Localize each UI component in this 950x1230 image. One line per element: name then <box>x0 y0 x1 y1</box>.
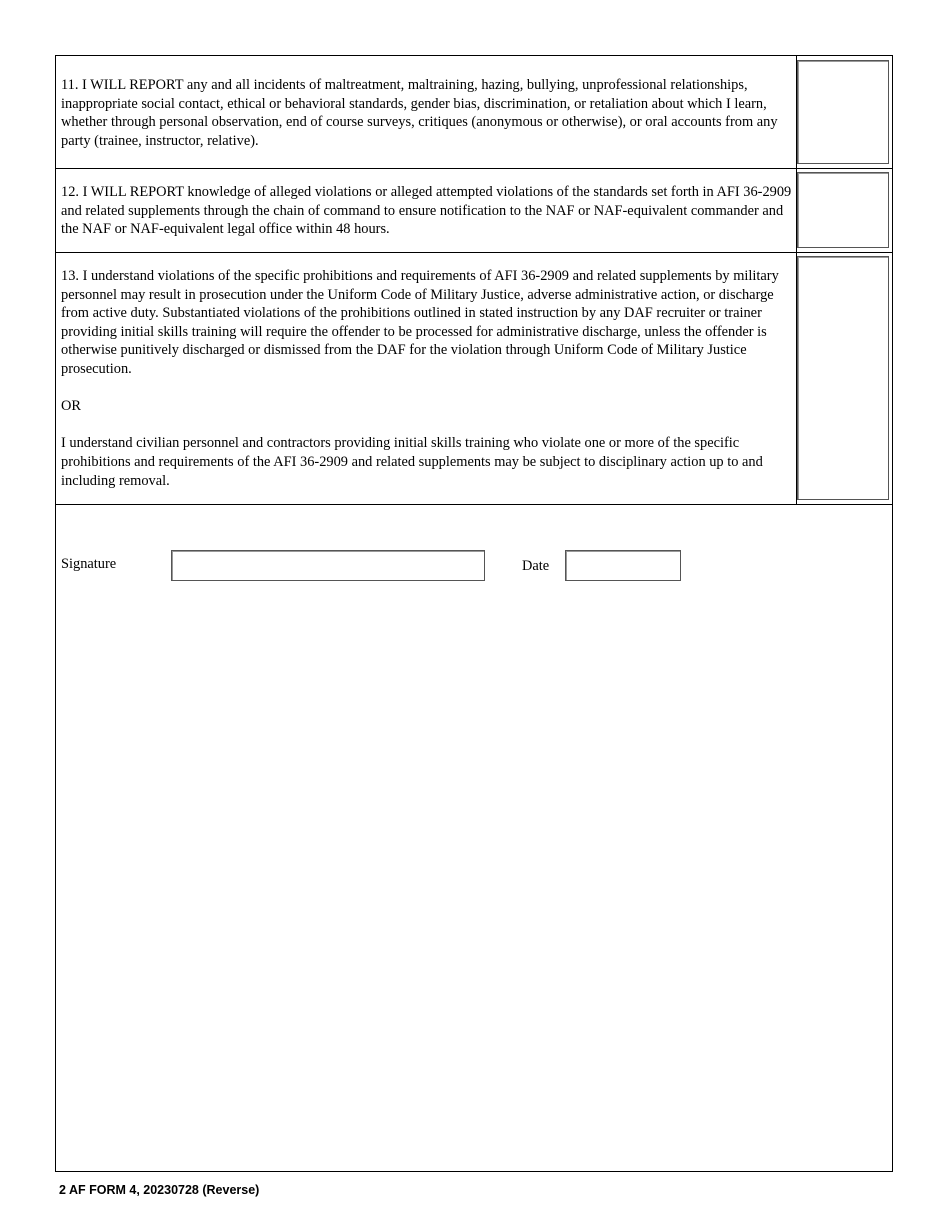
initials-field-12[interactable] <box>797 172 889 248</box>
initials-field-13[interactable] <box>797 256 889 500</box>
statement-row-13 <box>56 252 892 505</box>
statement-13-text: 13. I understand violations of the specific prohibitions and requirements of AFI 36-2909 and related supplements by military personnel may result in prosecution under the Uniform Code of Military Justice, adverse administrative action, or discharge from active duty. Substantiated violations of the prohibitions outlined in stated instruction by any DAF recruiter or trainer providing initial skills training will require the offender to be processed for administrative discharge, unless the offender is otherwise punitively discharged or dismissed from the DAF for the violation through Uniform Code of Military Justice prosecution. OR I understand civilian personnel and contractors providing initial skills training who violate one or more of the specific prohibitions and requirements of the AFI 36-2909 and related supplements may be subject to disciplinary action up to and including removal. <box>61 268 779 489</box>
statement-row-12 <box>56 168 892 253</box>
initials-field-11[interactable] <box>797 60 889 164</box>
statement-11-text: 11. I WILL REPORT any and all incidents of maltreatment, maltraining, hazing, bullying, unprofessional relationships, inappropriate social contact, ethical or behavioral standards, gender bias, discrimination, or retaliation about which I learn, whether through personal observation, end of course surveys, critiques (anonymous or otherwise), or oral accounts from any party (trainee, instructor, relative). <box>61 77 778 149</box>
signature-field[interactable] <box>171 550 485 581</box>
signature-label: Signature <box>61 556 117 572</box>
statement-12-text: 12. I WILL REPORT knowledge of alleged violations or alleged attempted violations of the standards set forth in AFI 36-2909 and related supplements through the chain of command to ensure notification to the NAF or NAF-equivalent commander and the NAF or NAF-equivalent legal office within 48 hours. <box>61 184 792 238</box>
date-field[interactable] <box>565 550 681 581</box>
form-footer: 2 AF FORM 4, 20230728 (Reverse) <box>59 1183 260 1197</box>
date-label: Date <box>522 558 550 574</box>
form-table <box>55 55 893 1172</box>
statement-row-11 <box>56 56 892 169</box>
